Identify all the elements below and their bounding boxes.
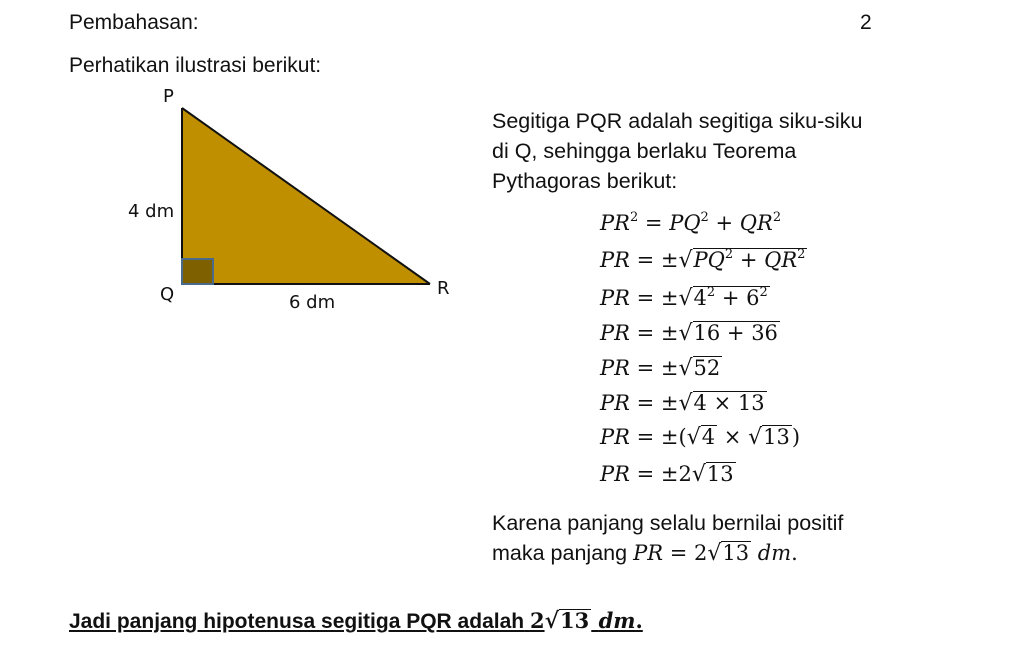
equation-step-7: PR = ±(√4 × √13) [600,425,801,450]
equation-step-5: PR = ±√52 [600,356,721,381]
page-title: Pembahasan: [69,11,199,34]
remark-line-2 [492,538,843,569]
remark-paragraph [492,508,843,569]
side-qr-label: 6 dm [289,292,336,313]
conclusion-line [69,608,643,634]
vertex-r-label: R [437,278,450,299]
intro-text: Perhatikan ilustrasi berikut: [69,54,322,77]
vertex-q-label: Q [160,284,175,305]
explanation-line-3: Pythagoras berikut: [492,169,678,193]
equation-step-2: PR = $\pm√PQ^2 + QR^2$ [600,247,806,273]
equation-step-1: $PR^2 = PQ^2 + QR^2$ [600,210,782,235]
explanation-paragraph [492,106,862,196]
explanation-line-1: Segitiga PQR adalah segitiga siku-siku [492,109,863,133]
remark-line-1: Karena panjang selalu bernilai positif [492,511,844,535]
side-pq-label: 4 dm [128,201,175,222]
equation-step-4: PR = ±√16 + 36 [600,321,778,346]
conclusion-text: Jadi panjang hipotenusa segitiga PQR adalah [69,610,525,633]
vertex-p-label: P [163,86,174,107]
triangle-figure [0,0,500,330]
remark-line-2-text: maka panjang [492,541,628,565]
conclusion-value: 2√13 dm. [529,608,643,634]
equation-step-8: PR = ±2√13 [600,462,734,487]
remark-line-2-math: PR = 2√13 dm. [633,541,798,566]
equation-step-6: PR = ±√4 × 13 [600,391,765,416]
equation-step-3: PR = $\pm√4^2 + 6^2$ [600,285,768,311]
right-angle-marker [182,259,213,284]
page-number: 2 [860,11,872,34]
explanation-line-2: di Q, sehingga berlaku Teorema [492,139,797,163]
